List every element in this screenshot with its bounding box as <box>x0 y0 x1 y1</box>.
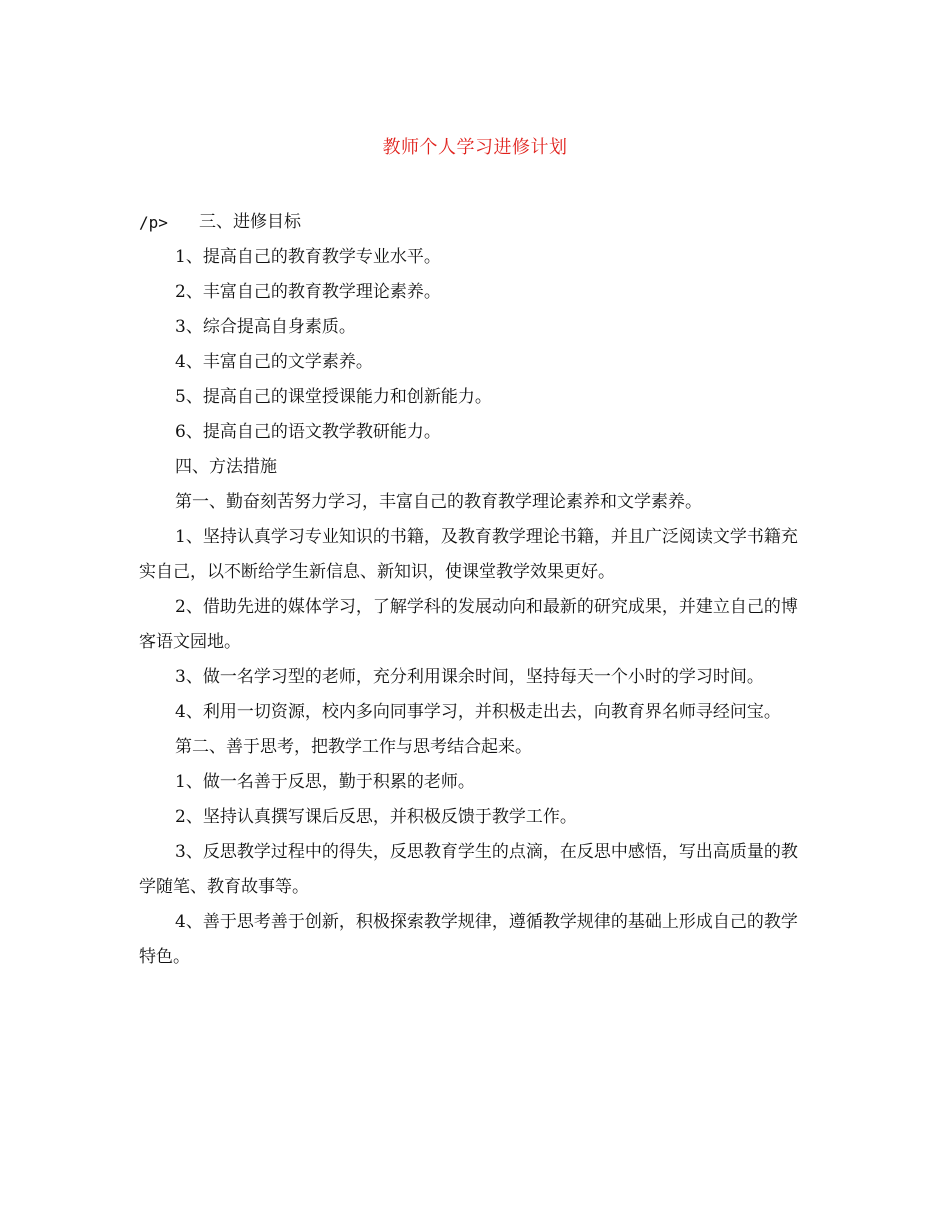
paragraph: 5、提高自己的课堂授课能力和创新能力。 <box>175 387 492 407</box>
paragraph: 2、借助先进的媒体学习，了解学科的发展动向和最新的研究成果，并建立自己的博客语文园地。 <box>139 597 798 652</box>
section-heading-methods: 四、方法措施 <box>175 457 277 477</box>
paragraph: 2、坚持认真撰写课后反思，并积极反馈于教学工作。 <box>175 807 577 827</box>
paragraph: 第一、勤奋刻苦努力学习，丰富自己的教育教学理论素养和文学素养。 <box>175 492 702 512</box>
paragraph: 4、善于思考善于创新，积极探索教学规律，遵循教学规律的基础上形成自己的教学特色。 <box>139 912 798 967</box>
paragraph: 4、利用一切资源，校内多向同事学习，并积极走出去，向教育界名师寻经问宝。 <box>175 702 781 722</box>
paragraph: 3、综合提高自身素质。 <box>175 317 356 337</box>
paragraph: 3、做一名学习型的老师，充分利用课余时间，坚持每天一个小时的学习时间。 <box>175 667 764 687</box>
document-title: 教师个人学习进修计划 <box>382 137 568 158</box>
paragraph: 4、丰富自己的文学素养。 <box>175 352 373 372</box>
section-heading-goals <box>139 205 809 240</box>
stray-markup-prefix: /p> <box>139 213 168 232</box>
paragraph: 6、提高自己的语文教学教研能力。 <box>175 422 441 442</box>
paragraph: 1、做一名善于反思，勤于积累的老师。 <box>175 772 475 792</box>
paragraph: 第二、善于思考，把教学工作与思考结合起来。 <box>175 737 532 757</box>
document-body <box>139 205 809 975</box>
section-heading-text: 三、进修目标 <box>199 212 301 232</box>
paragraph: 3、反思教学过程中的得失，反思教育学生的点滴，在反思中感悟，写出高质量的教学随笔、教育故事等。 <box>139 842 798 897</box>
paragraph: 1、坚持认真学习专业知识的书籍，及教育教学理论书籍，并且广泛阅读文学书籍充实自己，以不断给学生新信息、新知识，使课堂教学效果更好。 <box>139 527 798 582</box>
paragraph: 2、丰富自己的教育教学理论素养。 <box>175 282 441 302</box>
paragraph: 1、提高自己的教育教学专业水平。 <box>175 247 441 267</box>
